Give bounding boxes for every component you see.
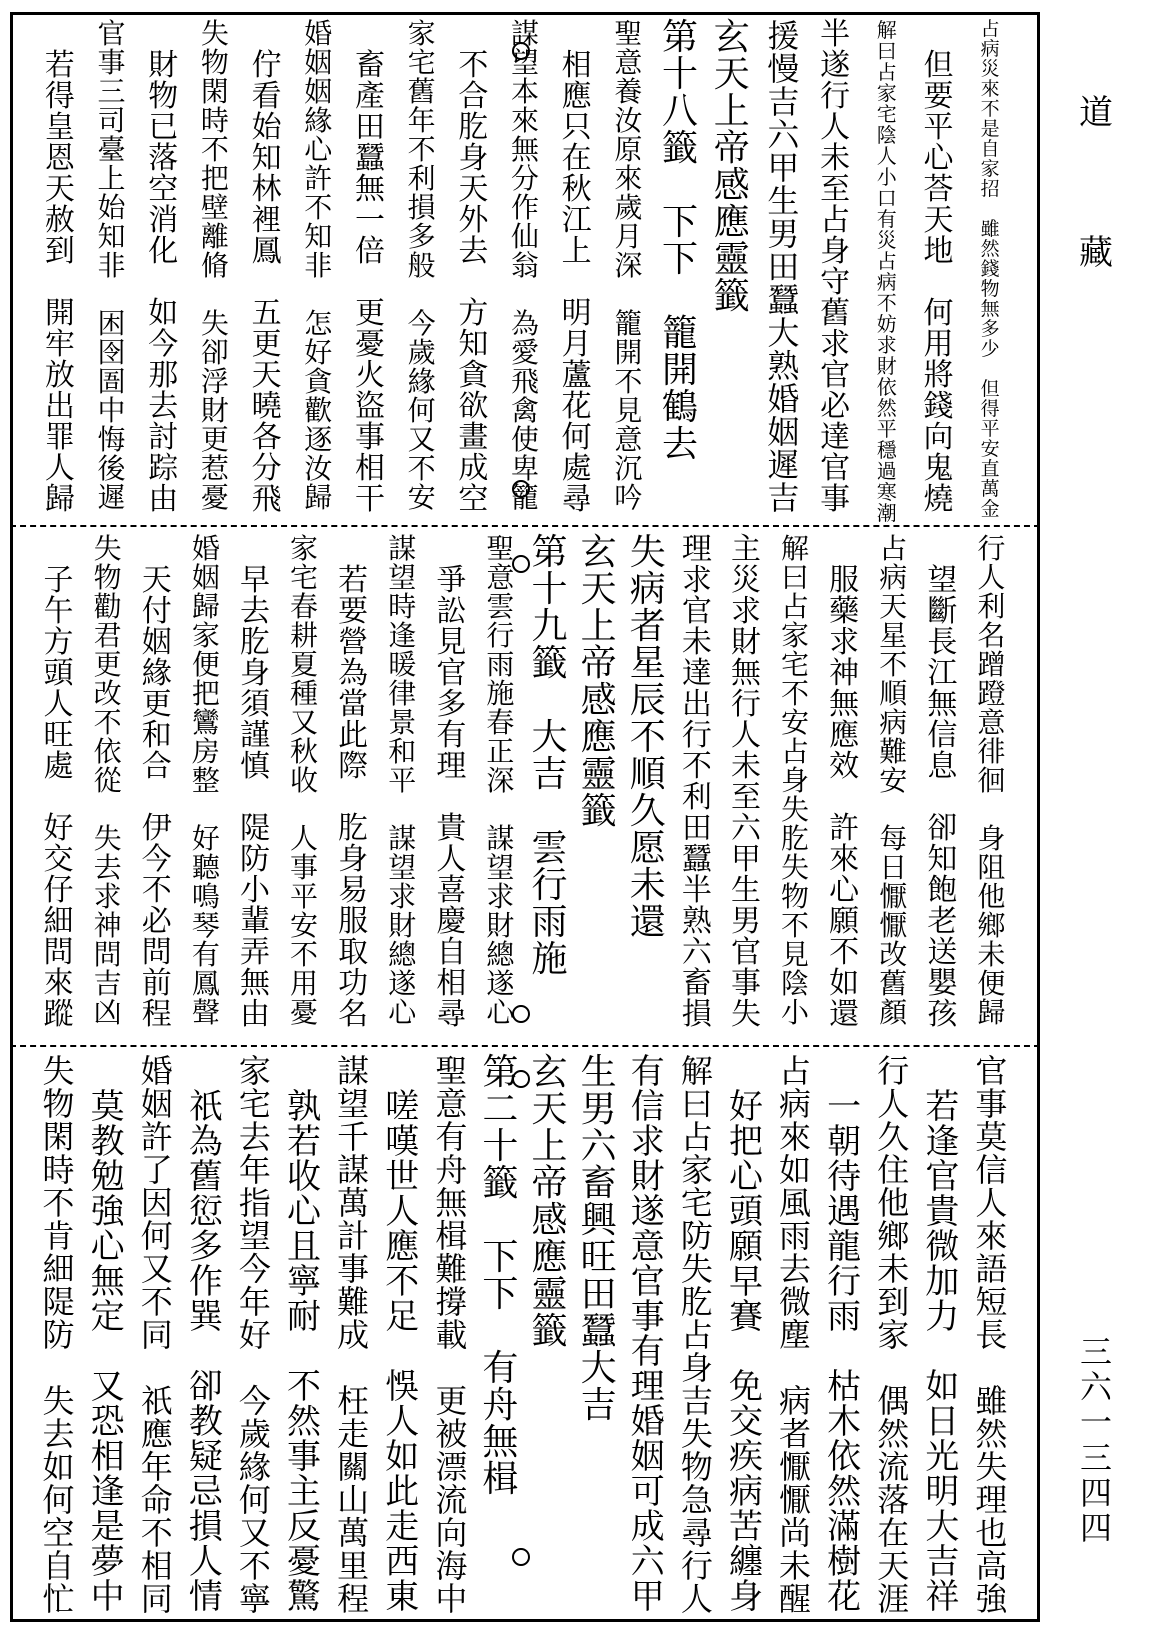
text-column: 天 付 姻 緣 更 和 合 伊 今 不 必 問 前 程: [141, 563, 172, 1032]
text-column: 婚 姻 許 了 因 何 又 不 同 祇 應 年 命 不 相 同: [140, 1052, 173, 1618]
text-column: 家 宅 舊 年 不 利 損 多 般 今 歲 緣 何 又 不 安: [407, 17, 436, 514]
text-column: 相 應 只 在 秋 江 上 明 月 蘆 花 何 處 尋: [561, 48, 592, 517]
text-column: 第 十 八 籤 下 下 籠 開 鶴 去: [662, 17, 699, 465]
text-column: 官 事 三 司 臺 上 始 知 非 困 囹 圄 中 悔 後 遲: [97, 17, 126, 514]
text-column: 理 求 官 未 達 出 行 不 利 田 蠶 半 熟 六 畜 損: [681, 532, 712, 1032]
section-divider: [10, 525, 1040, 527]
text-column: 行 人 利 名 蹭 蹬 意 徘 徊 身 阻 他 鄉 未 便 歸: [977, 532, 1006, 1029]
page-number-char: 六: [1079, 1368, 1112, 1407]
side-subtitle: 藏: [1079, 233, 1113, 273]
text-column: 解 曰 占 家 宅 不 安 占 身 失 肐 失 物 不 見 陰 小: [781, 532, 810, 1029]
page-number-char: 三: [1079, 1333, 1112, 1371]
text-column: 失 病 者 星 辰 不 順 久 愿 未 還: [629, 532, 666, 943]
text-column: 望 斷 長 江 無 信 息 卻 知 飽 老 送 嬰 孩: [927, 563, 958, 1032]
text-column: 失 物 閑 時 不 肯 細 隄 防 失 去 如 何 空 自 忙: [42, 1052, 75, 1618]
text-column: 婚 姻 姻 緣 心 許 不 知 非 怎 好 貪 歡 逐 汝 歸: [304, 17, 333, 514]
text-column: 若 要 營 為 當 此 際 肐 身 易 服 取 功 名: [338, 563, 369, 1032]
section-divider: [10, 1045, 1040, 1047]
text-column: 好 把 心 頭 願 早 賽 免 交 疾 病 苦 纏 身: [728, 1087, 763, 1617]
page-number-char: 三: [1079, 1438, 1112, 1477]
text-column: 婚 姻 歸 家 便 把 鸞 房 整 好 聽 鳴 琴 有 鳳 聲: [191, 532, 220, 1029]
text-column: 第 二 十 籤 下 下 有 舟 無 楫: [482, 1052, 519, 1500]
text-column: 謀 望 本 來 無 分 作 仙 翁 為 愛 飛 禽 使 卑 籠: [510, 17, 539, 514]
circle-mark: [512, 1548, 530, 1566]
text-section-3: [14, 1052, 1036, 1618]
text-column: 聖 意 有 舟 無 楫 難 撐 載 更 被 漂 流 向 海 中: [435, 1052, 468, 1618]
page-number: [1076, 1335, 1116, 1546]
text-column: 玄 天 上 帝 感 應 靈 籤: [531, 1052, 568, 1352]
text-column: 生 男 六 畜 興 旺 田 蠶 大 吉: [580, 1052, 617, 1426]
text-column: 玄 天 上 帝 感 應 靈 籤: [713, 17, 750, 317]
text-column: 玄 天 上 帝 感 應 靈 籤: [580, 532, 617, 832]
text-column: 主 災 求 財 無 行 人 未 至 六 甲 生 男 官 事 失: [730, 532, 761, 1032]
text-column: 不 合 肐 身 天 外 去 方 知 貪 欲 畫 成 空: [458, 48, 489, 517]
text-column: 失 物 勸 君 更 改 不 依 從 失 去 求 神 問 吉 凶: [93, 532, 122, 1029]
circle-mark: [512, 555, 530, 573]
circle-mark: [512, 1070, 530, 1088]
text-column: 行 人 久 住 他 鄉 未 到 家 偶 然 流 落 在 天 涯: [877, 1052, 910, 1618]
text-column: 祇 為 舊 愆 多 作 巽 卻 教 疑 忌 損 人 情: [188, 1087, 223, 1617]
text-column: 嗟 嘆 世 人 應 不 足 悞 人 如 此 走 西 東: [385, 1087, 420, 1617]
page-number-char: 四: [1079, 1473, 1112, 1512]
text-column: 莫 教 勉 強 心 無 定 又 恐 相 逢 是 夢 中: [90, 1087, 125, 1617]
text-section-1: [14, 17, 1036, 525]
text-column: 畜 產 田 蠶 無 一 倍 更 憂 火 盜 事 相 干: [354, 48, 385, 517]
text-column: 第 十 九 籤 大 吉 雲 行 雨 施: [531, 532, 568, 980]
text-column: 佇 看 始 知 林 裡 鳳 五 更 天 曉 各 分 飛: [251, 48, 282, 517]
text-column: 占 病 災 來 不 是 自 家 招 雖 然 錢 物 無 多 少 但 得 平 安 直 萬 金: [980, 18, 1000, 520]
text-column: 家 宅 去 年 指 望 今 年 好 今 歲 緣 何 又 不 寧: [238, 1052, 271, 1618]
text-column: 一 朝 待 遇 龍 行 雨 枯 木 依 然 滿 樹 花: [827, 1087, 862, 1617]
text-column: 聖 意 雲 行 雨 施 春 正 深 謀 望 求 財 總 遂 心: [486, 532, 515, 1029]
text-column: 子 午 方 頭 人 旺 處 好 交 仔 細 問 來 蹤: [43, 563, 74, 1032]
text-column: 占 病 來 如 風 雨 去 微 塵 病 者 懨 懨 尚 未 醒: [779, 1052, 812, 1618]
text-column: 援 慢 吉 六 甲 生 男 田 蠶 大 熟 婚 姻 遲 吉: [767, 17, 800, 517]
text-column: 但 要 平 心 荅 天 地 何 用 將 錢 向 鬼 燒: [923, 48, 954, 517]
text-section-2: [14, 532, 1036, 1035]
text-column: 財 物 已 落 空 消 化 如 今 那 去 討 踪 由: [148, 48, 179, 517]
text-column: 解 曰 占 家 宅 防 失 肐 占 身 吉 失 物 急 尋 行 人: [680, 1052, 713, 1618]
text-column: 有 信 求 財 遂 意 官 事 有 理 婚 姻 可 成 六 甲: [630, 1052, 665, 1617]
text-column: 謀 望 時 逢 暖 律 景 和 平 謀 望 求 財 總 遂 心: [388, 532, 417, 1029]
circle-mark: [512, 42, 530, 60]
circle-mark: [512, 1005, 530, 1023]
text-column: 服 藥 求 神 無 應 效 許 來 心 願 不 如 還: [829, 563, 860, 1032]
text-column: 官 事 莫 信 人 來 語 短 長 雖 然 失 理 也 高 強: [975, 1052, 1008, 1618]
text-column: 聖 意 養 汝 原 來 歲 月 深 籠 開 不 見 意 沉 吟: [614, 17, 643, 514]
text-column: 若 得 皇 恩 天 赦 到 開 牢 放 出 罪 人 歸: [44, 48, 75, 517]
text-column: 占 病 天 星 不 順 病 難 安 每 日 懨 懨 改 舊 顏: [879, 532, 908, 1029]
circle-mark: [512, 480, 530, 498]
text-column: 解 曰 占 家 宅 陰 人 小 口 有 災 占 病 不 妨 求 財 依 然 平 穩 過 寒 潮: [876, 18, 897, 525]
text-column: 爭 訟 見 官 多 有 理 貴 人 喜 慶 自 相 尋: [436, 563, 467, 1032]
text-column: 謀 望 千 謀 萬 計 事 難 成 枉 走 關 山 萬 里 程: [337, 1052, 370, 1618]
text-column: 半 遂 行 人 未 至 占 身 守 舊 求 官 必 達 官 事: [820, 17, 851, 517]
text-column: 失 物 閑 時 不 把 壁 離 脩 失 卻 浮 財 更 惹 憂: [200, 17, 229, 514]
text-column: 若 逢 官 貴 微 加 力 如 日 光 明 大 吉 祥: [925, 1087, 960, 1617]
page-number-char: 四: [1079, 1508, 1112, 1547]
text-column: 孰 若 收 心 且 寧 耐 不 然 事 主 反 憂 驚: [287, 1087, 322, 1617]
side-title: 道: [1079, 93, 1113, 133]
text-column: 早 去 肐 身 須 謹 慎 隄 防 小 輩 弄 無 由: [239, 563, 270, 1032]
text-column: 家 宅 春 耕 夏 種 又 秋 收 人 事 平 安 不 用 憂: [290, 532, 319, 1029]
page-number-char: 一: [1079, 1403, 1112, 1442]
